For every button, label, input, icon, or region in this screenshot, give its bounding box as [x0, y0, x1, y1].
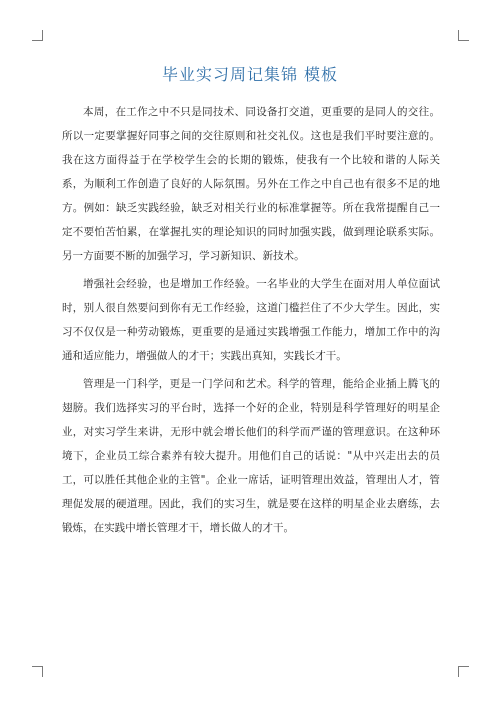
paragraph-2: 增强社会经验，也是增加工作经验。一名毕业的大学生在面对用人单位面试时，别人很自然要问到你有无工作经验，这道门槛拦住了不少大学生。因此，实习不仅仅是一种劳动锻炼，更重要的是通过实践增强工作能力，增加工作中的沟通和适应能力，增强做人的才干；实践出真知，实践长才干。: [62, 278, 440, 362]
page-corner-mark-bottom-left: [32, 666, 43, 677]
page-corner-mark-top-left: [32, 30, 43, 41]
page-corner-mark-top-right: [458, 30, 469, 41]
document-title: 毕业实习周记集锦 模板: [161, 65, 339, 84]
document-body: [62, 100, 440, 544]
paragraph-1: 本周，在工作之中不只是同技术、同设备打交道，更重要的是同人的交往。所以一定要掌握好同事之间的交往原则和社交礼仪。这也是我们平时要注意的。我在这方面得益于在学校学生会的长期的锻炼，使我有一个比较和谐的人际关系，为顺利工作创造了良好的人际氛围。另外在工作之中自己也有很多不足的地方。例如：缺乏实践经验，缺乏对相关行业的标准掌握等。所在我常提醒自己一定不要怕苦怕累，在掌握扎实的理论知识的同时加强实践，做到理论联系实际。另一方面要不断的加强学习，学习新知识、新技术。: [62, 106, 440, 262]
page-corner-mark-bottom-right: [458, 666, 469, 677]
paragraph-3: 管理是一门科学，更是一门学问和艺术。科学的管理，能给企业插上腾飞的翅膀。我们选择实习的平台时，选择一个好的企业，特别是科学管理好的明星企业，对实习学生来讲，无形中就会增长他们的科学而严谨的管理意识。在这种环境下，企业员工综合素养有较大提升。用他们自己的话说："从中兴走出去的员工，可以胜任其他企业的主管"。企业一席话，证明管理出效益，管理出人才，管理促发展的硬道理。因此，我们的实习生，就是要在这样的明星企业去磨练，去锻炼，在实践中增长管理才干，增长做人的才干。: [62, 378, 440, 534]
